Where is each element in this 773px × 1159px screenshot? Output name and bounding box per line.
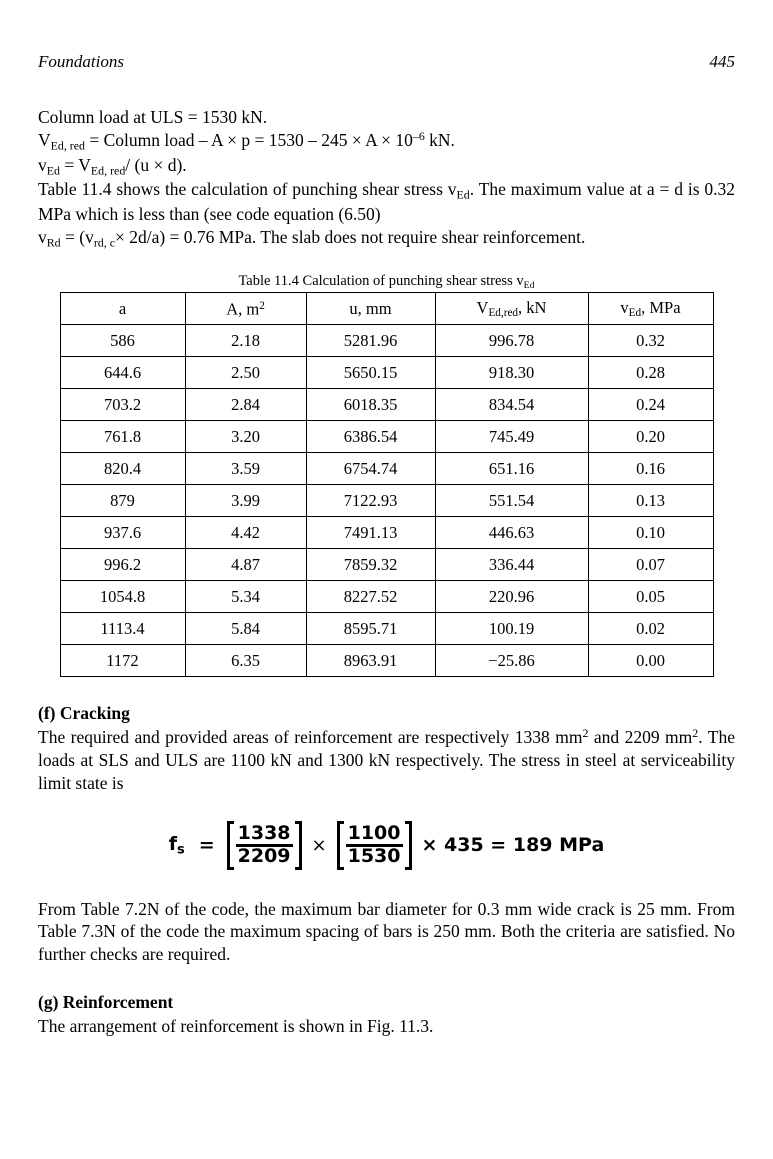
formula-result: × 435 = 189 MPa bbox=[421, 834, 605, 857]
cell-ved: 0.20 bbox=[588, 421, 713, 453]
reinforcement-paragraph: The arrangement of reinforcement is shown in Fig. 11.3. bbox=[38, 1015, 434, 1036]
cell-area: 3.59 bbox=[185, 453, 306, 485]
cracking-text-c: . The loads at SLS and ULS are 1100 kN and 1300 kN respectively. The stress in steel at serviceability limit state is bbox=[38, 727, 735, 793]
cell-ved-red: 918.30 bbox=[435, 357, 588, 389]
cell-area: 3.20 bbox=[185, 421, 306, 453]
column-header-area-label: A, m bbox=[226, 299, 260, 319]
cell-ved: 0.28 bbox=[588, 357, 713, 389]
cell-area: 2.18 bbox=[185, 325, 306, 357]
running-head-title: Foundations bbox=[38, 52, 124, 71]
section-heading-reinforcement: (g) Reinforcement bbox=[38, 991, 174, 1012]
vrd-expression: × 2d/a) = 0.76 MPa. The slab does not require shear reinforcement. bbox=[114, 226, 586, 247]
column-header-u-label: u, mm bbox=[349, 298, 392, 318]
column-header-ved-symbol: v bbox=[620, 297, 629, 317]
cell-ved-red: 446.63 bbox=[435, 517, 588, 549]
cell-u: 6754.74 bbox=[306, 453, 435, 485]
cell-ved-red: 100.19 bbox=[435, 613, 588, 645]
cracking-followup-paragraph: From Table 7.2N of the code, the maximum bar diameter for 0.3 mm wide crack is 25 mm. From Table 7.3N of the code the maximum spacing of bars is 250 mm. Both the criteria are satisfied. No further checks are required. bbox=[38, 898, 735, 965]
cracking-text-b: and 2209 mm bbox=[588, 727, 693, 748]
table-row bbox=[60, 549, 713, 581]
formula-times-sign: × bbox=[311, 834, 327, 856]
intro-block bbox=[38, 106, 735, 251]
cell-a: 1172 bbox=[60, 645, 185, 677]
formula-lhs-symbol: f bbox=[168, 832, 178, 855]
cell-area: 2.50 bbox=[185, 357, 306, 389]
table-row bbox=[60, 613, 713, 645]
cell-area: 4.42 bbox=[185, 517, 306, 549]
table-caption bbox=[38, 273, 735, 291]
table-row bbox=[60, 421, 713, 453]
cell-area: 3.99 bbox=[185, 485, 306, 517]
cell-u: 8963.91 bbox=[306, 645, 435, 677]
ved-symbol: v bbox=[38, 154, 47, 175]
column-header-a-label: a bbox=[118, 298, 127, 318]
formula-fraction-loads-numerator: 1100 bbox=[347, 821, 401, 844]
cell-ved-red: 651.16 bbox=[435, 453, 588, 485]
cell-a: 703.2 bbox=[60, 389, 185, 421]
cell-ved: 0.07 bbox=[588, 549, 713, 581]
ved-red-expression: = Column load – A × p = 1530 – 245 × A × 10 bbox=[84, 129, 413, 150]
column-header-ved-red-symbol: V bbox=[476, 297, 489, 317]
cell-u: 7491.13 bbox=[306, 517, 435, 549]
cell-ved: 0.00 bbox=[588, 645, 713, 677]
cell-ved: 0.32 bbox=[588, 325, 713, 357]
vrd-subscript: Rd bbox=[46, 235, 61, 250]
cell-u: 6018.35 bbox=[306, 389, 435, 421]
cell-ved: 0.13 bbox=[588, 485, 713, 517]
formula-fraction-areas-denominator: 2209 bbox=[237, 844, 291, 867]
cell-u: 8227.52 bbox=[306, 581, 435, 613]
cell-u: 5281.96 bbox=[306, 325, 435, 357]
cell-a: 644.6 bbox=[60, 357, 185, 389]
vrd-symbol: v bbox=[38, 226, 47, 247]
ved-red-subscript-2: Ed, red bbox=[90, 162, 126, 177]
exponent-minus-six: –6 bbox=[412, 128, 425, 143]
cell-ved: 0.10 bbox=[588, 517, 713, 549]
punching-shear-table bbox=[60, 292, 714, 677]
formula-fraction-loads bbox=[346, 821, 403, 867]
cell-u: 8595.71 bbox=[306, 613, 435, 645]
cracking-sup-b: 2 bbox=[692, 726, 699, 741]
ved-equals: = V bbox=[59, 154, 91, 175]
formula-bracket-first bbox=[227, 821, 302, 870]
formula-equals-sign: = bbox=[198, 834, 215, 857]
cell-u: 5650.15 bbox=[306, 357, 435, 389]
table-row bbox=[60, 517, 713, 549]
cell-area: 6.35 bbox=[185, 645, 306, 677]
column-header-ved-subscript: Ed bbox=[628, 306, 642, 319]
formula-lhs bbox=[169, 833, 185, 858]
cell-ved-red: 220.96 bbox=[435, 581, 588, 613]
cracking-sup-a: 2 bbox=[582, 726, 589, 741]
cell-u: 6386.54 bbox=[306, 421, 435, 453]
table-row bbox=[60, 357, 713, 389]
cell-ved-red: 336.44 bbox=[435, 549, 588, 581]
cell-a: 879 bbox=[60, 485, 185, 517]
cell-ved: 0.02 bbox=[588, 613, 713, 645]
formula-fraction-areas bbox=[236, 821, 293, 867]
ved-subscript: Ed bbox=[46, 162, 60, 177]
cell-ved: 0.05 bbox=[588, 581, 713, 613]
column-header-u bbox=[306, 293, 435, 325]
intro-paragraph-part-a: Table 11.4 shows the calculation of punching shear stress v bbox=[38, 179, 457, 200]
cell-ved: 0.24 bbox=[588, 389, 713, 421]
cell-area: 5.34 bbox=[185, 581, 306, 613]
table-row bbox=[60, 325, 713, 357]
cell-ved: 0.16 bbox=[588, 453, 713, 485]
cell-ved-red: −25.86 bbox=[435, 645, 588, 677]
column-header-ved-units: , MPa bbox=[641, 297, 681, 317]
formula-bracket-second bbox=[337, 821, 412, 870]
column-header-ved-red bbox=[435, 293, 588, 325]
table-row bbox=[60, 485, 713, 517]
ved-divisor: / (u × d). bbox=[125, 154, 187, 175]
cell-u: 7122.93 bbox=[306, 485, 435, 517]
cell-area: 2.84 bbox=[185, 389, 306, 421]
ved-subscript-3: Ed bbox=[456, 187, 470, 202]
cell-area: 4.87 bbox=[185, 549, 306, 581]
cell-a: 761.8 bbox=[60, 421, 185, 453]
column-header-a bbox=[60, 293, 185, 325]
cell-a: 937.6 bbox=[60, 517, 185, 549]
table-row bbox=[60, 645, 713, 677]
formula-lhs-subscript: s bbox=[177, 842, 185, 858]
table-row bbox=[60, 453, 713, 485]
cell-u: 7859.32 bbox=[306, 549, 435, 581]
table-caption-subscript: Ed bbox=[523, 279, 535, 291]
steel-stress-formula bbox=[38, 821, 735, 870]
page-header bbox=[38, 0, 735, 72]
cell-a: 586 bbox=[60, 325, 185, 357]
cracking-text-a: The required and provided areas of reinforcement are respectively 1338 mm bbox=[38, 727, 583, 748]
cell-a: 996.2 bbox=[60, 549, 185, 581]
cell-ved-red: 551.54 bbox=[435, 485, 588, 517]
column-header-area-exponent: 2 bbox=[259, 299, 265, 312]
section-heading-cracking: (f) Cracking bbox=[38, 703, 130, 724]
intro-line-1: Column load at ULS = 1530 kN. bbox=[38, 107, 268, 127]
formula-fraction-areas-numerator: 1338 bbox=[237, 821, 291, 844]
vrdc-subscript: rd, c bbox=[93, 235, 115, 250]
vrd-equals: = (v bbox=[60, 226, 94, 247]
cell-ved-red: 745.49 bbox=[435, 421, 588, 453]
intro-paragraph bbox=[38, 178, 735, 226]
intro-line-3 bbox=[38, 154, 735, 179]
ved-red-symbol: V bbox=[38, 129, 51, 150]
column-header-ved-red-subscript: Ed,red bbox=[488, 306, 519, 319]
intro-line-5 bbox=[38, 226, 735, 251]
cell-ved-red: 834.54 bbox=[435, 389, 588, 421]
page-number: 445 bbox=[709, 52, 735, 71]
intro-line-2 bbox=[38, 129, 735, 154]
column-header-area bbox=[185, 293, 306, 325]
column-header-ved bbox=[588, 293, 713, 325]
table-caption-text: Table 11.4 Calculation of punching shear stress v bbox=[238, 272, 524, 289]
table-row bbox=[60, 581, 713, 613]
formula-fraction-loads-denominator: 1530 bbox=[347, 844, 401, 867]
cell-a: 1113.4 bbox=[60, 613, 185, 645]
table-row bbox=[60, 389, 713, 421]
ved-red-units: kN. bbox=[424, 129, 455, 150]
table-header-row bbox=[60, 293, 713, 325]
ved-red-subscript: Ed, red bbox=[50, 138, 85, 153]
cell-area: 5.84 bbox=[185, 613, 306, 645]
cracking-paragraph bbox=[38, 726, 735, 794]
cell-ved-red: 996.78 bbox=[435, 325, 588, 357]
intro-paragraph-part-b: . The maximum value at a = d is 0.32 MPa which is less than (see code equation (6.50) bbox=[38, 179, 735, 225]
cell-a: 1054.8 bbox=[60, 581, 185, 613]
cell-a: 820.4 bbox=[60, 453, 185, 485]
column-header-ved-red-units: , kN bbox=[518, 297, 547, 317]
